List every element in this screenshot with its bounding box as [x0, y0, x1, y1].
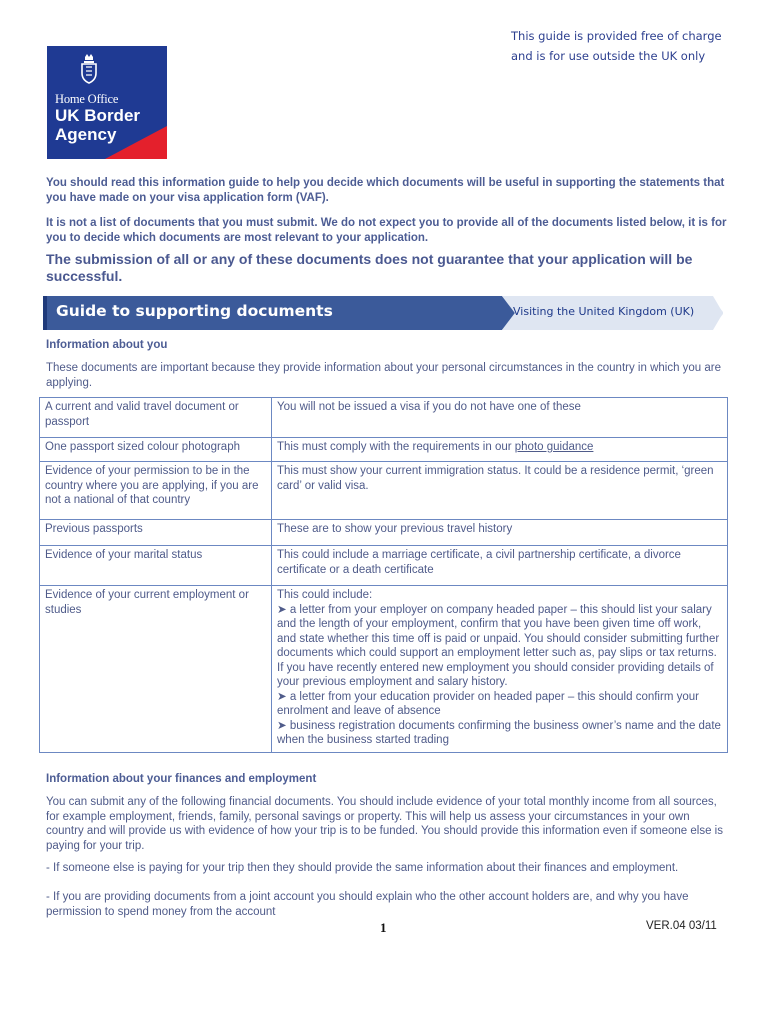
list-item-text: a letter from your employer on company headed paper – this should list your salary and the length of your employment, confirm that you have been given time off work, and state whether this time off is paid or unpaid. You should consider submitting further documents which could support an employment letter such as, pay slips or tax returns. If you have recently entered new employment you should consider providing details of your previous employment and salary history.	[277, 603, 720, 688]
table-row	[40, 438, 728, 462]
table-row	[40, 398, 728, 438]
table-row	[40, 546, 728, 586]
table-cell-document: Evidence of your permission to be in the country where you are applying, if you are not a national of that country	[40, 462, 272, 520]
logo-uk-border: UK Border	[55, 106, 141, 125]
list-item-text: business registration documents confirming the business owner’s name and the date when the business started trading	[277, 719, 721, 746]
table-cell-document: Evidence of your current employment or studies	[40, 586, 272, 753]
finances-paragraph-2: - If someone else is paying for your trip then they should provide the same information about their finances and employment.	[46, 862, 679, 874]
banner-title: Guide to supporting documents	[56, 302, 333, 320]
note-text: This must comply with the requirements in our	[277, 441, 515, 453]
logo-red-slash	[47, 46, 167, 159]
list-item	[277, 690, 722, 719]
banner-subtitle: Visiting the United Kingdom (UK)	[513, 305, 695, 318]
free-note-line-1: This guide is provided free of charge	[511, 29, 722, 43]
bullet-arrow-icon: ➤	[277, 603, 290, 616]
intro-guarantee-notice: The submission of all or any of these documents does not guarantee that your application will be successful.	[46, 251, 693, 284]
table-cell-note: This could include a marriage certificate, a civil partnership certificate, a divorce certificate or a death certificate	[272, 546, 728, 586]
photo-guidance-link[interactable]: photo guidance	[514, 441, 594, 453]
list-item	[277, 719, 722, 748]
section-heading-about-you: Information about you	[46, 339, 168, 351]
logo-agency: Agency	[55, 125, 117, 144]
table-row	[40, 462, 728, 520]
table-cell-document: Evidence of your marital status	[40, 546, 272, 586]
table-cell-note	[272, 438, 728, 462]
finances-paragraph-1: You can submit any of the following financial documents. You should include evidence of your total monthly income from all sources, for example employment, friends, family, personal savings or property. This will help us assess your circumstances in your own country and will provide us with evidence of how your trip is to be funded. You should provide this information even if someone else is paying for your trip.	[46, 796, 723, 852]
intro-paragraph-1: You should read this information guide to help you decide which documents will be useful in supporting the statements that you have made on your visa application form (VAF).	[46, 177, 725, 204]
table-cell-note: You will not be issued a visa if you do not have one of these	[272, 398, 728, 438]
ukba-logo	[47, 46, 167, 159]
documents-table	[39, 397, 728, 753]
free-note-line-2: and is for use outside the UK only	[511, 49, 706, 63]
page-number: 1	[380, 920, 387, 935]
guide-banner	[43, 294, 723, 332]
note-intro: This could include:	[277, 589, 373, 601]
list-item	[277, 603, 722, 690]
table-cell-document: Previous passports	[40, 520, 272, 546]
free-of-charge-note	[511, 26, 751, 66]
bullet-arrow-icon: ➤	[277, 719, 290, 732]
logo-home-office: Home Office	[55, 92, 119, 106]
table-row	[40, 586, 728, 753]
list-item-text: a letter from your education provider on headed paper – this should confirm your enrolment and leave of absence	[277, 690, 699, 717]
table-row	[40, 520, 728, 546]
section-heading-finances: Information about your finances and employment	[46, 773, 317, 785]
table-cell-document: A current and valid travel document or passport	[40, 398, 272, 438]
table-cell-note: These are to show your previous travel history	[272, 520, 728, 546]
bullet-arrow-icon: ➤	[277, 690, 290, 703]
table-cell-document: One passport sized colour photograph	[40, 438, 272, 462]
section-intro-about-you: These documents are important because they provide information about your personal circumstances in the country in which you are applying.	[46, 362, 722, 389]
version-label: VER.04 03/11	[646, 920, 717, 932]
finances-paragraph-3: - If you are providing documents from a joint account you should explain who the other account holders are, and why you have permission to spend money from the account	[46, 891, 689, 918]
table-cell-note: This must show your current immigration status. It could be a residence permit, ‘green card’ or valid visa.	[272, 462, 728, 520]
intro-paragraph-2: It is not a list of documents that you must submit. We do not expect you to provide all of the documents listed below, it is for you to decide which documents are most relevant to your application.	[46, 217, 727, 244]
table-cell-note	[272, 586, 728, 753]
